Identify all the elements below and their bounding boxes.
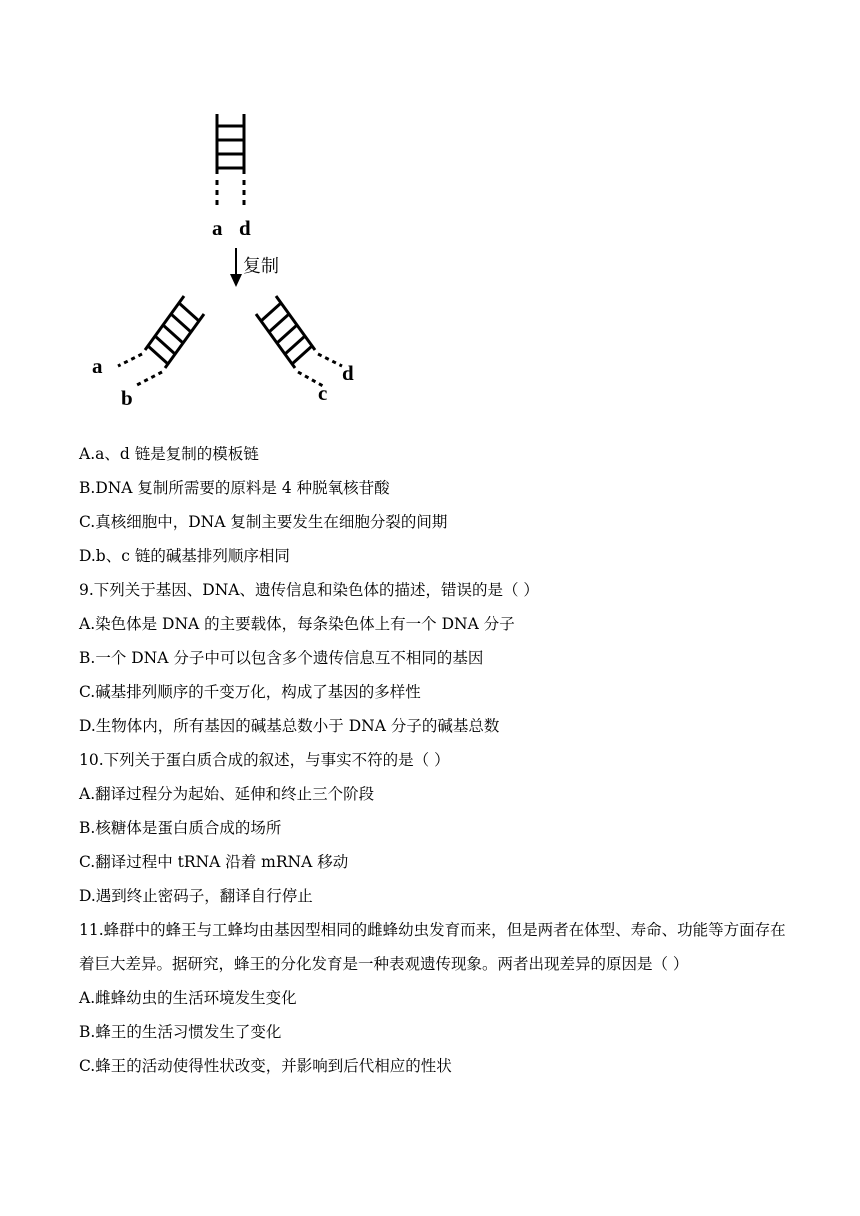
left-daughter-dashed-ends	[118, 354, 162, 386]
q9-option-b: B.一个 DNA 分子中可以包含多个遗传信息互不相同的基因	[79, 649, 484, 667]
q9-option-d: D.生物体内，所有基因的碱基总数小于 DNA 分子的碱基总数	[79, 717, 500, 735]
q9-option-a: A.染色体是 DNA 的主要载体，每条染色体上有一个 DNA 分子	[79, 615, 515, 633]
q9-option-c: C.碱基排列顺序的千变万化，构成了基因的多样性	[79, 683, 421, 701]
parent-dna-ladder	[217, 114, 244, 174]
q9-stem: 9.下列关于基因、DNA、遗传信息和染色体的描述，错误的是（ ）	[79, 581, 539, 599]
question-text	[79, 437, 799, 1083]
label-left-b: b	[121, 386, 133, 410]
label-right-d: d	[342, 361, 354, 385]
label-left-a: a	[92, 354, 103, 378]
q11-option-a: A.雌蜂幼虫的生活环境发生变化	[79, 989, 297, 1007]
q10-option-d: D.遇到终止密码子，翻译自行停止	[79, 887, 313, 905]
replication-arrow	[230, 248, 242, 287]
q10-option-c: C.翻译过程中 tRNA 沿着 mRNA 移动	[79, 853, 349, 871]
q11-option-c: C.蜂王的活动使得性状改变，并影响到后代相应的性状	[79, 1057, 452, 1075]
left-daughter-ladder	[145, 296, 204, 368]
arrow-label: 复制	[243, 256, 279, 276]
label-right-c: c	[318, 381, 328, 405]
label-top-d: d	[239, 216, 251, 240]
q10-stem: 10.下列关于蛋白质合成的叙述，与事实不符的是（ ）	[79, 751, 450, 769]
q10-option-a: A.翻译过程分为起始、延伸和终止三个阶段	[79, 785, 375, 803]
label-top-a: a	[212, 216, 223, 240]
q8-option-d: D.b、c 链的碱基排列顺序相同	[79, 547, 290, 565]
q8-option-b: B.DNA 复制所需要的原料是 4 种脱氧核苷酸	[79, 479, 390, 497]
right-daughter-ladder	[256, 296, 315, 368]
dna-replication-diagram	[80, 100, 400, 420]
q8-option-c: C.真核细胞中，DNA 复制主要发生在细胞分裂的间期	[79, 513, 448, 531]
q11-option-b: B.蜂王的生活习惯发生了变化	[79, 1023, 282, 1041]
q11-stem: 11.蜂群中的蜂王与工蜂均由基因型相同的雌蜂幼虫发育而来，但是两者在体型、寿命、功能等方面存在着巨大差异。据研究，蜂王的分化发育是一种表观遗传现象。两者出现差异的原因是（ ）	[79, 921, 786, 973]
parent-dna-dashed-ends	[217, 180, 244, 210]
q8-option-a: A.a、d 链是复制的模板链	[79, 445, 259, 463]
q10-option-b: B.核糖体是蛋白质合成的场所	[79, 819, 282, 837]
